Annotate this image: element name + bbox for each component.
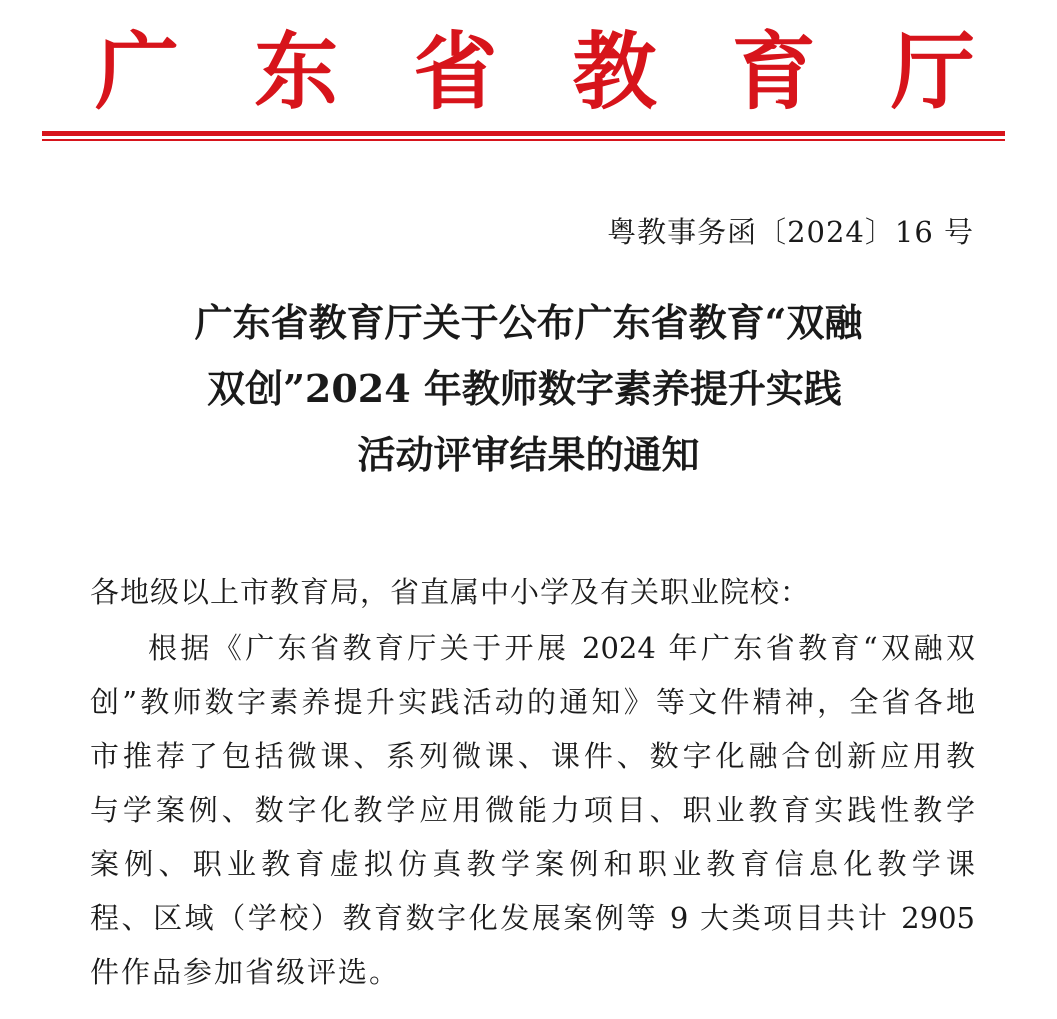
header-rule-thick (42, 131, 1005, 136)
masthead-char: 厅 (890, 22, 975, 121)
recipient-line: 各地级以上市教育局，省直属中小学及有关职业院校： (90, 575, 811, 609)
header-rule-thin (42, 139, 1005, 141)
body-line: 与学案例、数字化教学应用微能力项目、职业教育实践性教学 (90, 793, 975, 827)
masthead-char: 东 (254, 22, 339, 121)
body-paragraph (90, 625, 975, 1003)
title-line: 活动评审结果的通知 (357, 432, 700, 477)
masthead-char: 省 (413, 22, 498, 121)
document-number: 粤教事务函〔2024〕16 号 (607, 215, 974, 249)
body-line: 创”教师数字素养提升实践活动的通知》等文件精神，全省各地 (90, 685, 975, 719)
body-line: 件作品参加省级评选。 (90, 955, 401, 989)
body-line: 案例、职业教育虚拟仿真教学案例和职业教育信息化教学课 (90, 847, 975, 881)
body-line: 程、区域（学校）教育数字化发展案例等 9 大类项目共计 2905 (90, 901, 975, 935)
body-line: 根据《广东省教育厅关于开展 2024 年广东省教育“双融双 (148, 631, 975, 665)
body-line: 市推荐了包括微课、系列微课、课件、数字化融合创新应用教 (90, 739, 975, 773)
document-title (0, 290, 1057, 488)
masthead (95, 22, 975, 122)
title-line: 双创”2024 年教师数字素养提升实践 (207, 366, 842, 411)
title-line: 广东省教育厅关于公布广东省教育“双融 (194, 300, 863, 345)
masthead-char: 教 (572, 22, 657, 121)
masthead-char: 育 (731, 22, 816, 121)
masthead-char: 广 (95, 22, 180, 121)
